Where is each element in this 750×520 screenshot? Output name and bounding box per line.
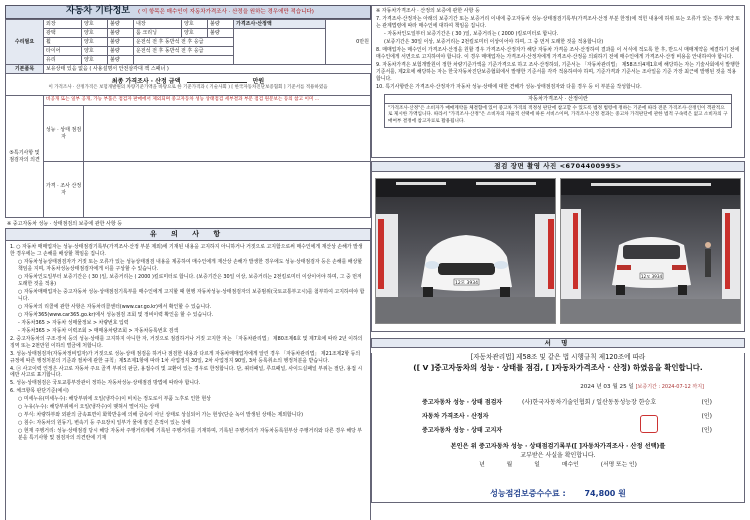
- caution-item: ○ 부식: 차량하부와 외판의 금속표면이 화학반응에 의해 금속이 아닌 상태로 상실되어 가는 현상(단순 녹이 발생된 상태는 제외합니다): [18, 412, 303, 419]
- signature-title: 서 명: [371, 338, 745, 348]
- row-interior-good[interactable]: 양호: [182, 20, 208, 29]
- row-gloss-good[interactable]: 양호: [82, 29, 108, 38]
- warranty-fee-value: 74,800 원: [584, 489, 626, 498]
- row-room-bad[interactable]: 불량: [208, 29, 234, 38]
- signer-notifier-label: 중고자동차 성능 · 상태 고지자: [422, 426, 503, 434]
- opinion-appraiser-cell: [44, 162, 370, 217]
- section-title: 자동차 기타정보: [66, 6, 130, 17]
- signer-row-appraiser: [422, 409, 744, 423]
- appraisal-note: 8. 매매업자는 매수인이 가격조사·산정을 원할 경우 가격조사·산정자가 해당 자동차 가격을 조사·산정하여 결과를 이 서식에 적도록 한 후, 반드시 매매계약을 체결하기 전에 매수인에게 서면으로 고지하여야 합니다. 이 경우 매매업자는 가격조사·산정자에게 가격조사·산정을 의뢰하기 전에 매수인에게 가격조사·산정 비용을 안내하여야 합니다.: [376, 47, 740, 61]
- appraisal-note: - 자동차인도일부터 보증기간은 ( 30 )일, 보증거리는 ( 2000 )킬로미터로 합니다.: [384, 31, 559, 38]
- receipt-line-1: 본인은 위 중고자동차 성능 · 상태점검기록부([ ]자동차가격조사 · 산정 선택)를: [450, 443, 666, 451]
- caution-item: - 자동차365 > 자동차 성매물정보 > 차량번호 입력: [18, 319, 129, 326]
- signer-inspector-label: 중고자동차 성능 · 상태 점검자: [422, 398, 503, 406]
- final-price-field[interactable]: [187, 82, 247, 83]
- signer-notifier-seal-text[interactable]: (인): [701, 426, 712, 434]
- warranty-fee: [372, 489, 744, 499]
- signer-appraiser-label: 자동차 가격조사 · 산정자: [422, 412, 489, 420]
- caution-item: ○ 미세누유(미세누수): 해당부위에 오일(냉각수)이 비치는 정도로서 부품 노후로 인한 현상: [18, 396, 211, 403]
- appraisal-definition-head: 자동차가격조사 · 산정이란: [385, 95, 731, 105]
- row-glass-good[interactable]: 양호: [82, 56, 108, 65]
- other-info-table: [5, 19, 372, 74]
- appraisal-note: 10. 특기사항란은 가격조사·산정자가 자동차 성능·상태에 대한 견해가 성능·상태점검자와 다를 경우 등 이 부분을 작성합니다.: [376, 83, 642, 90]
- row-tire-positions[interactable]: 운전석 전 후 동반석 전 후 응급: [134, 47, 234, 56]
- row-interior-bad[interactable]: 불량: [208, 20, 234, 29]
- cert-line-1: [자동차관리법] 제58조 및 같은 법 시행규칙 제120조에 따라: [470, 353, 646, 361]
- signer-row-inspector: [422, 395, 744, 409]
- price-header: 가격조사·산정액: [234, 20, 326, 29]
- cert-line-2: ([ V ]중고자동차의 성능 · 상태를 점검, [ ]자동차가격조사 · 산정) 하였음을 확인합니다.: [413, 363, 703, 373]
- receipt-line-2: 교부받은 사실을 확인합니다.: [520, 452, 596, 460]
- caution-item: 6. 체크항목 판단기준(예시): [10, 388, 69, 395]
- final-price-block: [5, 74, 371, 96]
- row-wheel-positions[interactable]: 운전석 전 후 동반석 전 후 응급: [134, 38, 234, 47]
- receipt-month[interactable]: 월: [506, 461, 513, 468]
- signature-block: [371, 353, 745, 503]
- appraisal-notes: [371, 5, 745, 158]
- opinion-inspector-cell: [44, 106, 370, 162]
- receipt-buyer: 매수인: [561, 461, 579, 468]
- row-interior-label: 내장: [134, 20, 182, 29]
- warranty-subhead: ※ 중고자동차 성능 · 상태점검의 보증에 관한 사항 등: [5, 218, 371, 229]
- row-room-good[interactable]: 양호: [182, 29, 208, 38]
- signer-inspector-name: (사)한국자동차기술인협회 / 일산동동성능장 한승호: [522, 398, 657, 406]
- signer-appraiser-seal-text[interactable]: (인): [701, 412, 712, 420]
- inspection-photo-front[interactable]: [375, 178, 556, 324]
- red-seal-stamp: [640, 415, 658, 433]
- photo-rear-image: [561, 179, 741, 324]
- row-wheel-label: 휠: [44, 38, 82, 47]
- caution-item: ○ 자동차인도일부터 보증기간은 ( 30 )일, 보증거리는 ( 2000 )킬로미터로 합니다. (보증기간은 30일 이상, 보증거리는 2천킬로미터 이상이어야 하며, 그 중 먼저 도래한 것을 적용): [18, 274, 362, 288]
- row-tire-good[interactable]: 양호: [82, 47, 108, 56]
- final-price-note: 이 가격조사 · 산정가격은 보험개발원의 차량기준가액을 바탕으로 한 기준가격과 ( 기술사회 ) [ 한국자동차진단보증협회 ] 기준서를 적용하였음: [48, 85, 328, 91]
- sign-date: [372, 384, 744, 391]
- appraisal-note: 9. 자동차가격은 보험개발원이 정한 차량기준가액을 기준가격으로 하고 조사·산정하되, 기준서는 「자동차관리법」 제58조의4제1호에 해당하는 자는 기술사회에서 발행한 기준서를, 제2호에 해당하는 자는 한국자동차진단보증협회에서 발행한 기준서를 각각 적용하여야 하며, 기준가격과 기준서는 조사일을 기준 가장 최근에 발행된 것을 적용합니다.: [376, 61, 740, 82]
- sign-date-value: 2024 년 03 월 25 일: [580, 384, 634, 391]
- opinion-note: 비공개 또는 일부 공개, 가능 부품은 점검자 판매에서 제외되며 중고자동차 성능 상태점검 세부결과 부문 점검 원문보는 등의 참고 이미 ...: [44, 96, 370, 106]
- signer-list: [372, 395, 744, 437]
- opinion-label: ⑤특기사항 및 점검자의 의견: [6, 96, 44, 217]
- appraisal-definition-body: "가격조사·산정"은 소비자가 매매계약을 체결함에 있어 중고차 가격의 적정성 판단에 참고할 수 있도록 법정 법령에 정하는 기준에 따라 전문 가격조사·산정인이 객관적으로 제시한 가액입니다. 따라서 "가격조사·산정"은 소비자의 자율적 선택에 따른 서비스이며, 가격조사·산정 결과는 중고차 가격판단에 관한 법적 구속력은 없고 소비자의 구매여부 결정에 참고자료로 활용됩니다.: [388, 106, 728, 124]
- row-gloss-label: 광택: [44, 29, 82, 38]
- row-exterior-bad[interactable]: 불량: [108, 20, 134, 29]
- section-title-note: ( 이 항목은 매수인이 자동차가격조사 · 산정을 원하는 경우에만 적습니다): [138, 8, 314, 15]
- photo-front-image: [376, 179, 556, 324]
- signer-row-notifier: [422, 423, 744, 437]
- opinion-body: [44, 96, 370, 217]
- photo-strip: [371, 172, 745, 332]
- row-glass-blank: [134, 56, 234, 65]
- row-glass-bad[interactable]: 불량: [108, 56, 134, 65]
- caution-item: 4. ⓞ 사고이력 인정은 사고로 자동차 주요 골격 부위의 판금, 용접수리 및 교환이 있는 경우로 한정합니다. 단, 쿼터패널, 루프패널, 사이드실패널 부위는 절단, 용접 시에만 사고로 표기합니다.: [10, 365, 363, 379]
- caution-list: [5, 241, 371, 520]
- rear-plate-text: 12모 3934: [640, 274, 663, 279]
- receipt-sign[interactable]: (서명 또는 인): [600, 461, 637, 468]
- photo-section-title: 점검 장면 촬영 사진 <6704400995>: [371, 161, 745, 172]
- row-glass-label: 유리: [44, 56, 82, 65]
- caution-item: 2. 중고자동차의 구조·장치 등의 성능·상태를 고지하지 아니한 자, 거짓으로 점검하거나 거짓 고지한 자는 「자동차관리법」 제80조제6호 및 제7호에 따라 2년 이하의 징역 또는 2천만원 이하의 벌금에 처합니다.: [10, 335, 363, 349]
- row-tire-bad[interactable]: 불량: [108, 47, 134, 56]
- right-column: [371, 5, 745, 517]
- receipt-day[interactable]: 일: [534, 461, 540, 468]
- caution-title: 유 의 사 항: [5, 229, 371, 241]
- row-exterior-good[interactable]: 양호: [82, 20, 108, 29]
- caution-item: 1. ○ 자동차 매매업자는 성능·상태점검기록부(가격조사·산정 부분 제외)에 기재된 내용을 고지하지 아니하거나 거짓으로 고지함으로써 매수인에게 재산상 손해가 발생한 경우에는 그 손해를 배상할 책임을 집니다.: [10, 244, 363, 258]
- repair-label: 수리필요: [6, 20, 44, 65]
- price-blank: [234, 29, 326, 65]
- basic-items-value[interactable]: 보유상태 있음 없음 ( 사용설명서 안전삼각대 잭 스패너 ): [44, 65, 372, 74]
- signer-inspector-seal-text[interactable]: (인): [701, 398, 712, 406]
- section-title-bar: [5, 5, 371, 19]
- caution-item: 3. 성능·상태점검자(자동차정비업자)가 거짓으로 성능·상태 점검을 하거나 점검한 내용과 다르게 자동차매매업자에게 알린 경우 「자동차관리법」 제21조제2항 등의 규정에 따른 행정처분의 기준과 절차에 관한 규칙」제5조제1항에 따라 1차 사업정지 30일, 2차 사업정지 90일, 3차 등록취소의 행정처분을 받습니다.: [10, 350, 361, 364]
- opinion-inspector-field[interactable]: [84, 106, 370, 161]
- opinion-block: [5, 96, 371, 218]
- left-column: [5, 5, 371, 517]
- row-exterior-label: 외장: [44, 20, 82, 29]
- caution-item: ○ 자동차매매업자는 중고자동차 성능·상태점검기록부를 매수인에게 고지할 때 현행 자동차성능·상태점검자의 보증범위(국토교통부고시)를 첨부하여 고지하여야 합니다.: [18, 288, 365, 302]
- caution-item: - 자동차365 > 자동차 이력조회 > 매매용차량조회 > 자동차등록번호 검색: [18, 327, 179, 334]
- caution-item: ○ 자동차의 리콜에 관한 사항은 자동차리콜센터(www.car.go.kr)에서 확인할 수 있습니다.: [18, 303, 212, 310]
- appraisal-note: 7. 가격조사·산정자는 아래의 보증기간 또는 보증거리 이내에 중고자동차 성능·상태점검기록부(가격조사·산정 부분 한정)에 적힌 내용에 허위 또는 오류가 있는 경우 계약 또는 관계법령에 따라 매수인에 대하여 책임을 집니다.: [376, 16, 740, 30]
- caution-item: ○ 침수: 자동차의 원동기, 변속기 등 주요장치 일부가 물에 잠긴 흔적이 있는 상태: [18, 420, 191, 427]
- row-tire-label: 타이어: [44, 47, 82, 56]
- opinion-appraiser-field[interactable]: [84, 162, 370, 217]
- caution-item: ○ 자동차365(www.car365.go.kr)에서 성능점검 조회 및 정비이력 확인을 할 수 있습니다.: [18, 311, 214, 318]
- receipt-line-3: [372, 462, 744, 469]
- caution-item: ○ 자동차성능상태점검자가 거짓 또는 오류가 있는 성능상태점검 내용을 제공하여 매수인에게 재산상 손해가 발생한 경우에도 성능·상태점검자 등은 손해를 배상할 책임을 지며, 자동차성능상태점검자에게 이를 구상할 수 있습니다.: [18, 259, 363, 273]
- price-value: 0만원: [326, 20, 372, 65]
- opinion-inspector-label: 성능 · 상태 점검자: [44, 106, 84, 161]
- caution-item: ○ 누유(누수): 해당부위에서 오일(냉각수)이 맺혀서 떨어지는 상태: [18, 404, 159, 411]
- row-room-label: 룸 크리닝: [134, 29, 182, 38]
- inspection-photo-rear[interactable]: [560, 178, 741, 324]
- row-gloss-bad[interactable]: 불량: [108, 29, 134, 38]
- row-wheel-bad[interactable]: 불량: [108, 38, 134, 47]
- warranty-date-stamp: [보증기간 : 2024-07-12 까지]: [635, 384, 704, 391]
- front-plate-text: 12모 3934: [455, 281, 478, 286]
- appraisal-definition-box: [384, 94, 732, 128]
- caution-item: 5. 성능·상태점검은 국토교통부장관이 정하는 자동차성능·상태점검 방법에 따라야 합니다.: [10, 380, 201, 387]
- caution-item: ○ 현재 주행거리: 성능·상태점검 당시 해당 자동차 주행거리계에 기록된 주행거리를 기재하며, 기록된 주행거리가 자동차등록원부상 주행거리와 다른 경우 해당 부분을 특기사항 및 점검자의 의견란에 기재: [18, 428, 363, 442]
- appraisal-note: (보증기간은 30일 이상, 보증거리는 2천킬로미터 이상이어야 하며, 그 중 먼저 도래한 것을 적용합니다): [384, 39, 604, 46]
- basic-items-label: 기본품목: [6, 65, 44, 74]
- appraisal-notes-head: ※ 자동차가격조사 · 산정의 보증에 관한 사항 등: [376, 8, 480, 14]
- row-wheel-good[interactable]: 양호: [82, 38, 108, 47]
- opinion-appraiser-label: 가격 · 조사 산정자: [44, 162, 84, 217]
- final-price-label: 최종 가격조사 · 산정 금액 만원: [111, 77, 265, 85]
- warranty-fee-label: 성능점검보증수수료 :: [490, 489, 566, 498]
- receipt-year[interactable]: 년: [479, 461, 485, 468]
